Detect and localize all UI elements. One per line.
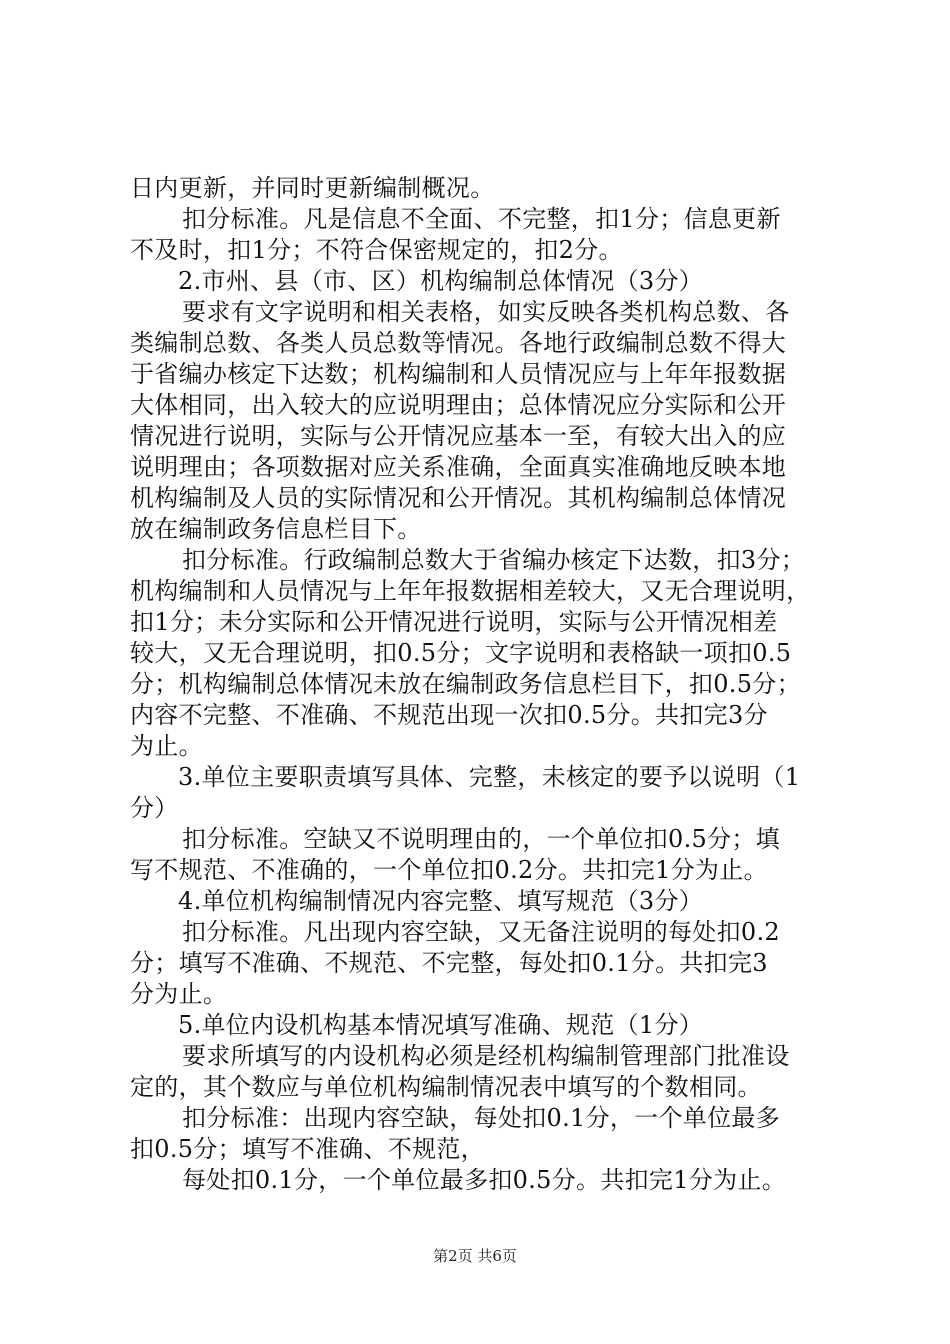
section-heading: 2.市州、县（市、区）机构编制总体情况（3分） [178,267,704,295]
text-line: 定的，其个数应与单位机构编制情况表中填写的个数相同。 [130,1073,762,1101]
page-number-footer: 第2页 共6页 [433,1247,517,1265]
text-line: 较大，又无合理说明，扣0.5分；文字说明和表格缺一项扣0.5 [130,639,792,667]
text-line: 扣分标准。凡是信息不全面、不完整，扣1分；信息更新 [182,205,781,233]
text-line: 写不规范、不准确的，一个单位扣0.2分。共扣完1分为止。 [130,856,768,884]
text-line: 要求所填写的内设机构必须是经机构编制管理部门批准设 [182,1042,790,1070]
text-line: 为止。 [130,732,203,760]
text-line: 扣分标准。凡出现内容空缺，又无备注说明的每处扣0.2 [182,918,780,946]
text-line: 不及时，扣1分；不符合保密规定的，扣2分。 [130,236,623,264]
text-line: 于省编办核定下达数；机构编制和人员情况应与上年年报数据 [130,360,787,388]
text-line: 机构编制和人员情况与上年年报数据相差较大，又无合理说明， [130,577,811,605]
section-heading: 4.单位机构编制情况内容完整、填写规范（3分） [178,887,704,915]
text-line: 放在编制政务信息栏目下。 [130,515,422,543]
text-line: 类编制总数、各类人员总数等情况。各地行政编制总数不得大 [130,329,787,357]
text-line: 情况进行说明，实际与公开情况应基本一至，有较大出入的应 [130,422,787,450]
text-line: 扣分标准。行政编制总数大于省编办核定下达数，扣3分； [182,546,806,574]
text-line: 大体相同，出入较大的应说明理由；总体情况应分实际和公开 [130,391,787,419]
section-heading: 5.单位内设机构基本情况填写准确、规范（1分） [178,1011,704,1039]
text-line: 扣0.5分；填写不准确、不规范， [130,1135,485,1163]
document-body [130,173,835,1196]
text-line: 分） [130,794,179,822]
text-line: 分；填写不准确、不规范、不完整，每处扣0.1分。共扣完3 [130,949,768,977]
text-line: 内容不完整、不准确、不规范出现一次扣0.5分。共扣完3分 [130,701,768,729]
text-line: 机构编制及人员的实际情况和公开情况。其机构编制总体情况 [130,484,787,512]
text-line: 分为止。 [130,980,228,1008]
text-line: 说明理由；各项数据对应关系准确，全面真实准确地反映本地 [130,453,787,481]
section-heading: 3.单位主要职责填写具体、完整，未核定的要予以说明（1 [178,763,801,791]
text-line: 扣分标准。空缺又不说明理由的，一个单位扣0.5分；填 [182,825,780,853]
text-line: 分；机构编制总体情况未放在编制政务信息栏目下，扣0.5分； [130,670,801,698]
text-line: 每处扣0.1分，一个单位最多扣0.5分。共扣完1分为止。 [182,1166,787,1194]
text-line: 扣分标准：出现内容空缺，每处扣0.1分，一个单位最多 [182,1104,780,1132]
text-line: 扣1分；未分实际和公开情况进行说明，实际与公开情况相差 [130,608,778,636]
text-line: 要求有文字说明和相关表格，如实反映各类机构总数、各 [182,298,790,326]
text-line: 日内更新，并同时更新编制概况。 [130,174,495,202]
